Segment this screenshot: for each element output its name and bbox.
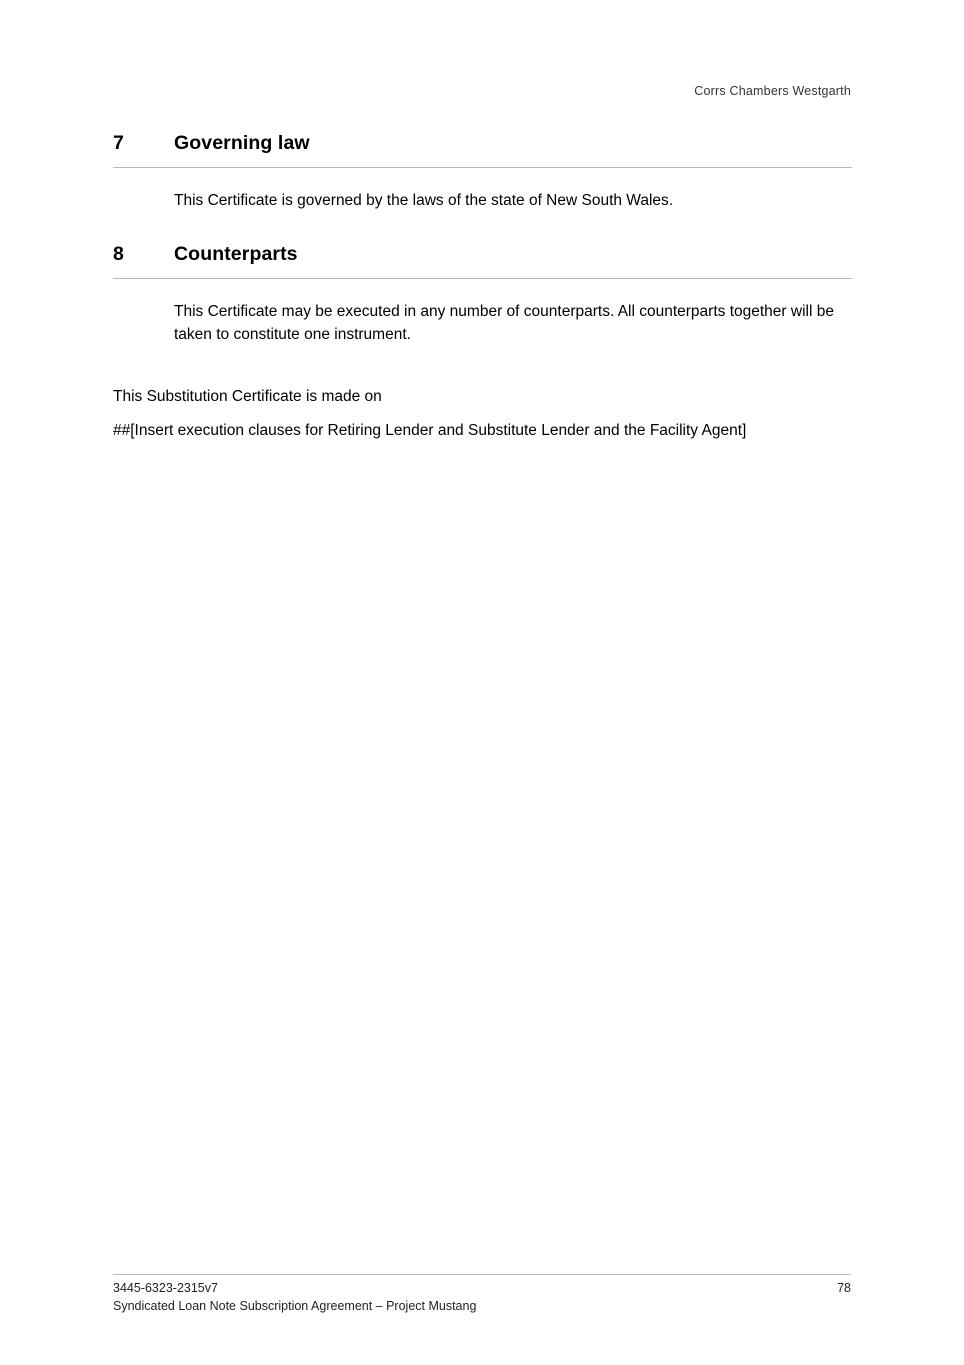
clause-heading bbox=[113, 243, 852, 279]
footer-page-number: 78 bbox=[837, 1281, 851, 1295]
header-firm-name: Corrs Chambers Westgarth bbox=[694, 84, 851, 98]
closing-line-made-on: This Substitution Certificate is made on bbox=[113, 387, 382, 405]
clause-body: This Certificate may be executed in any number of counterparts. All counterparts together will be taken to constitute one instrument. bbox=[174, 302, 834, 343]
clause-title: Governing law bbox=[174, 132, 310, 154]
section-spacer bbox=[113, 213, 852, 243]
document-content bbox=[113, 132, 852, 453]
footer-document-title: Syndicated Loan Note Subscription Agreement – Project Mustang bbox=[113, 1299, 477, 1313]
clause-heading bbox=[113, 132, 852, 168]
clause-section bbox=[113, 243, 852, 347]
page-header bbox=[694, 84, 851, 98]
footer-document-id: 3445-6323-2315v7 bbox=[113, 1281, 218, 1295]
clause-section bbox=[113, 132, 852, 213]
clause-number: 8 bbox=[113, 242, 124, 265]
clause-body: This Certificate is governed by the laws of the state of New South Wales. bbox=[174, 192, 674, 209]
closing-line-execution-placeholder: ##[Insert execution clauses for Retiring Lender and Substitute Lender and the Facility Agent] bbox=[113, 421, 747, 439]
clause-number: 7 bbox=[113, 132, 124, 154]
clause-title: Counterparts bbox=[174, 242, 298, 265]
closing-block bbox=[113, 385, 852, 443]
page-footer bbox=[113, 1274, 851, 1313]
